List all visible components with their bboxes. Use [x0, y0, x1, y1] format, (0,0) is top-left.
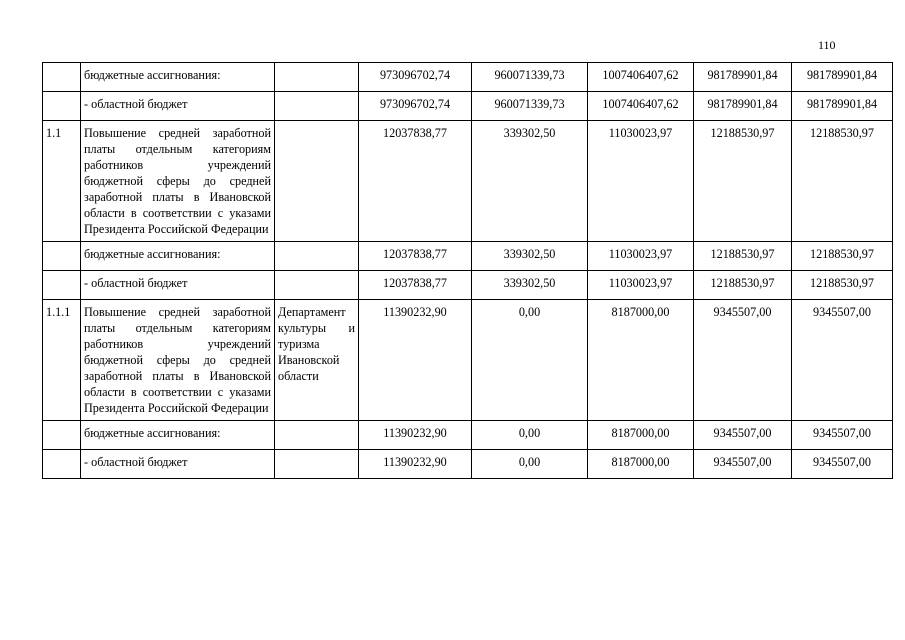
row-value-4: 9345507,00: [694, 421, 792, 450]
row-value-1: 11390232,90: [359, 421, 472, 450]
row-name: Повышение средней заработной платы отдельным категориям работников учреждений бюджетной сферы до средней заработной платы в Ивановской области в соответствии с указами Президента Российской Федерации: [81, 300, 275, 421]
row-code: 1.1.1: [43, 300, 81, 421]
row-executor: [275, 242, 359, 271]
row-value-1: 12037838,77: [359, 271, 472, 300]
row-value-3: 8187000,00: [588, 421, 694, 450]
table-body: [43, 63, 893, 479]
row-value-4: 12188530,97: [694, 121, 792, 242]
row-executor: [275, 121, 359, 242]
row-value-2: 960071339,73: [472, 92, 588, 121]
table-row: [43, 271, 893, 300]
row-value-3: 1007406407,62: [588, 63, 694, 92]
row-value-3: 11030023,97: [588, 121, 694, 242]
row-executor: Департамент культуры и туризма Ивановской области: [275, 300, 359, 421]
row-value-5: 981789901,84: [792, 92, 893, 121]
table-row: [43, 242, 893, 271]
row-code: [43, 271, 81, 300]
row-value-2: 0,00: [472, 421, 588, 450]
row-value-2: 0,00: [472, 450, 588, 479]
row-value-2: 0,00: [472, 300, 588, 421]
row-value-5: 9345507,00: [792, 450, 893, 479]
row-value-4: 981789901,84: [694, 92, 792, 121]
row-code: [43, 242, 81, 271]
row-value-4: 12188530,97: [694, 271, 792, 300]
table-row-item: [43, 300, 893, 421]
row-value-5: 12188530,97: [792, 242, 893, 271]
row-value-4: 9345507,00: [694, 300, 792, 421]
row-name: Повышение средней заработной платы отдельным категориям работников учреждений бюджетной сферы до средней заработной платы в Ивановской области в соответствии с указами Президента Российской Федерации: [81, 121, 275, 242]
row-value-1: 973096702,74: [359, 92, 472, 121]
row-name: бюджетные ассигнования:: [81, 242, 275, 271]
row-code: [43, 63, 81, 92]
row-value-3: 11030023,97: [588, 242, 694, 271]
row-value-5: 12188530,97: [792, 121, 893, 242]
row-name: - областной бюджет: [81, 92, 275, 121]
page-number: 110: [818, 38, 836, 52]
row-value-2: 960071339,73: [472, 63, 588, 92]
row-value-1: 11390232,90: [359, 300, 472, 421]
row-value-4: 9345507,00: [694, 450, 792, 479]
row-value-5: 9345507,00: [792, 300, 893, 421]
row-value-3: 8187000,00: [588, 300, 694, 421]
row-name: - областной бюджет: [81, 450, 275, 479]
row-value-3: 1007406407,62: [588, 92, 694, 121]
row-code: [43, 450, 81, 479]
row-executor: [275, 63, 359, 92]
row-value-2: 339302,50: [472, 242, 588, 271]
table-row: [43, 92, 893, 121]
table-row-item: [43, 121, 893, 242]
row-value-1: 12037838,77: [359, 242, 472, 271]
row-value-5: 12188530,97: [792, 271, 893, 300]
row-value-3: 11030023,97: [588, 271, 694, 300]
row-executor: [275, 421, 359, 450]
row-value-1: 12037838,77: [359, 121, 472, 242]
row-executor: [275, 450, 359, 479]
row-value-4: 12188530,97: [694, 242, 792, 271]
row-value-3: 8187000,00: [588, 450, 694, 479]
row-name: бюджетные ассигнования:: [81, 63, 275, 92]
row-code: [43, 421, 81, 450]
row-value-4: 981789901,84: [694, 63, 792, 92]
row-value-2: 339302,50: [472, 121, 588, 242]
row-value-1: 11390232,90: [359, 450, 472, 479]
row-value-2: 339302,50: [472, 271, 588, 300]
row-name: бюджетные ассигнования:: [81, 421, 275, 450]
table-row: [43, 450, 893, 479]
budget-table: [42, 62, 893, 479]
row-value-5: 9345507,00: [792, 421, 893, 450]
table-row: [43, 63, 893, 92]
table-row: [43, 421, 893, 450]
row-code: [43, 92, 81, 121]
row-value-1: 973096702,74: [359, 63, 472, 92]
row-name: - областной бюджет: [81, 271, 275, 300]
row-executor: [275, 271, 359, 300]
row-code: 1.1: [43, 121, 81, 242]
row-value-5: 981789901,84: [792, 63, 893, 92]
row-executor: [275, 92, 359, 121]
